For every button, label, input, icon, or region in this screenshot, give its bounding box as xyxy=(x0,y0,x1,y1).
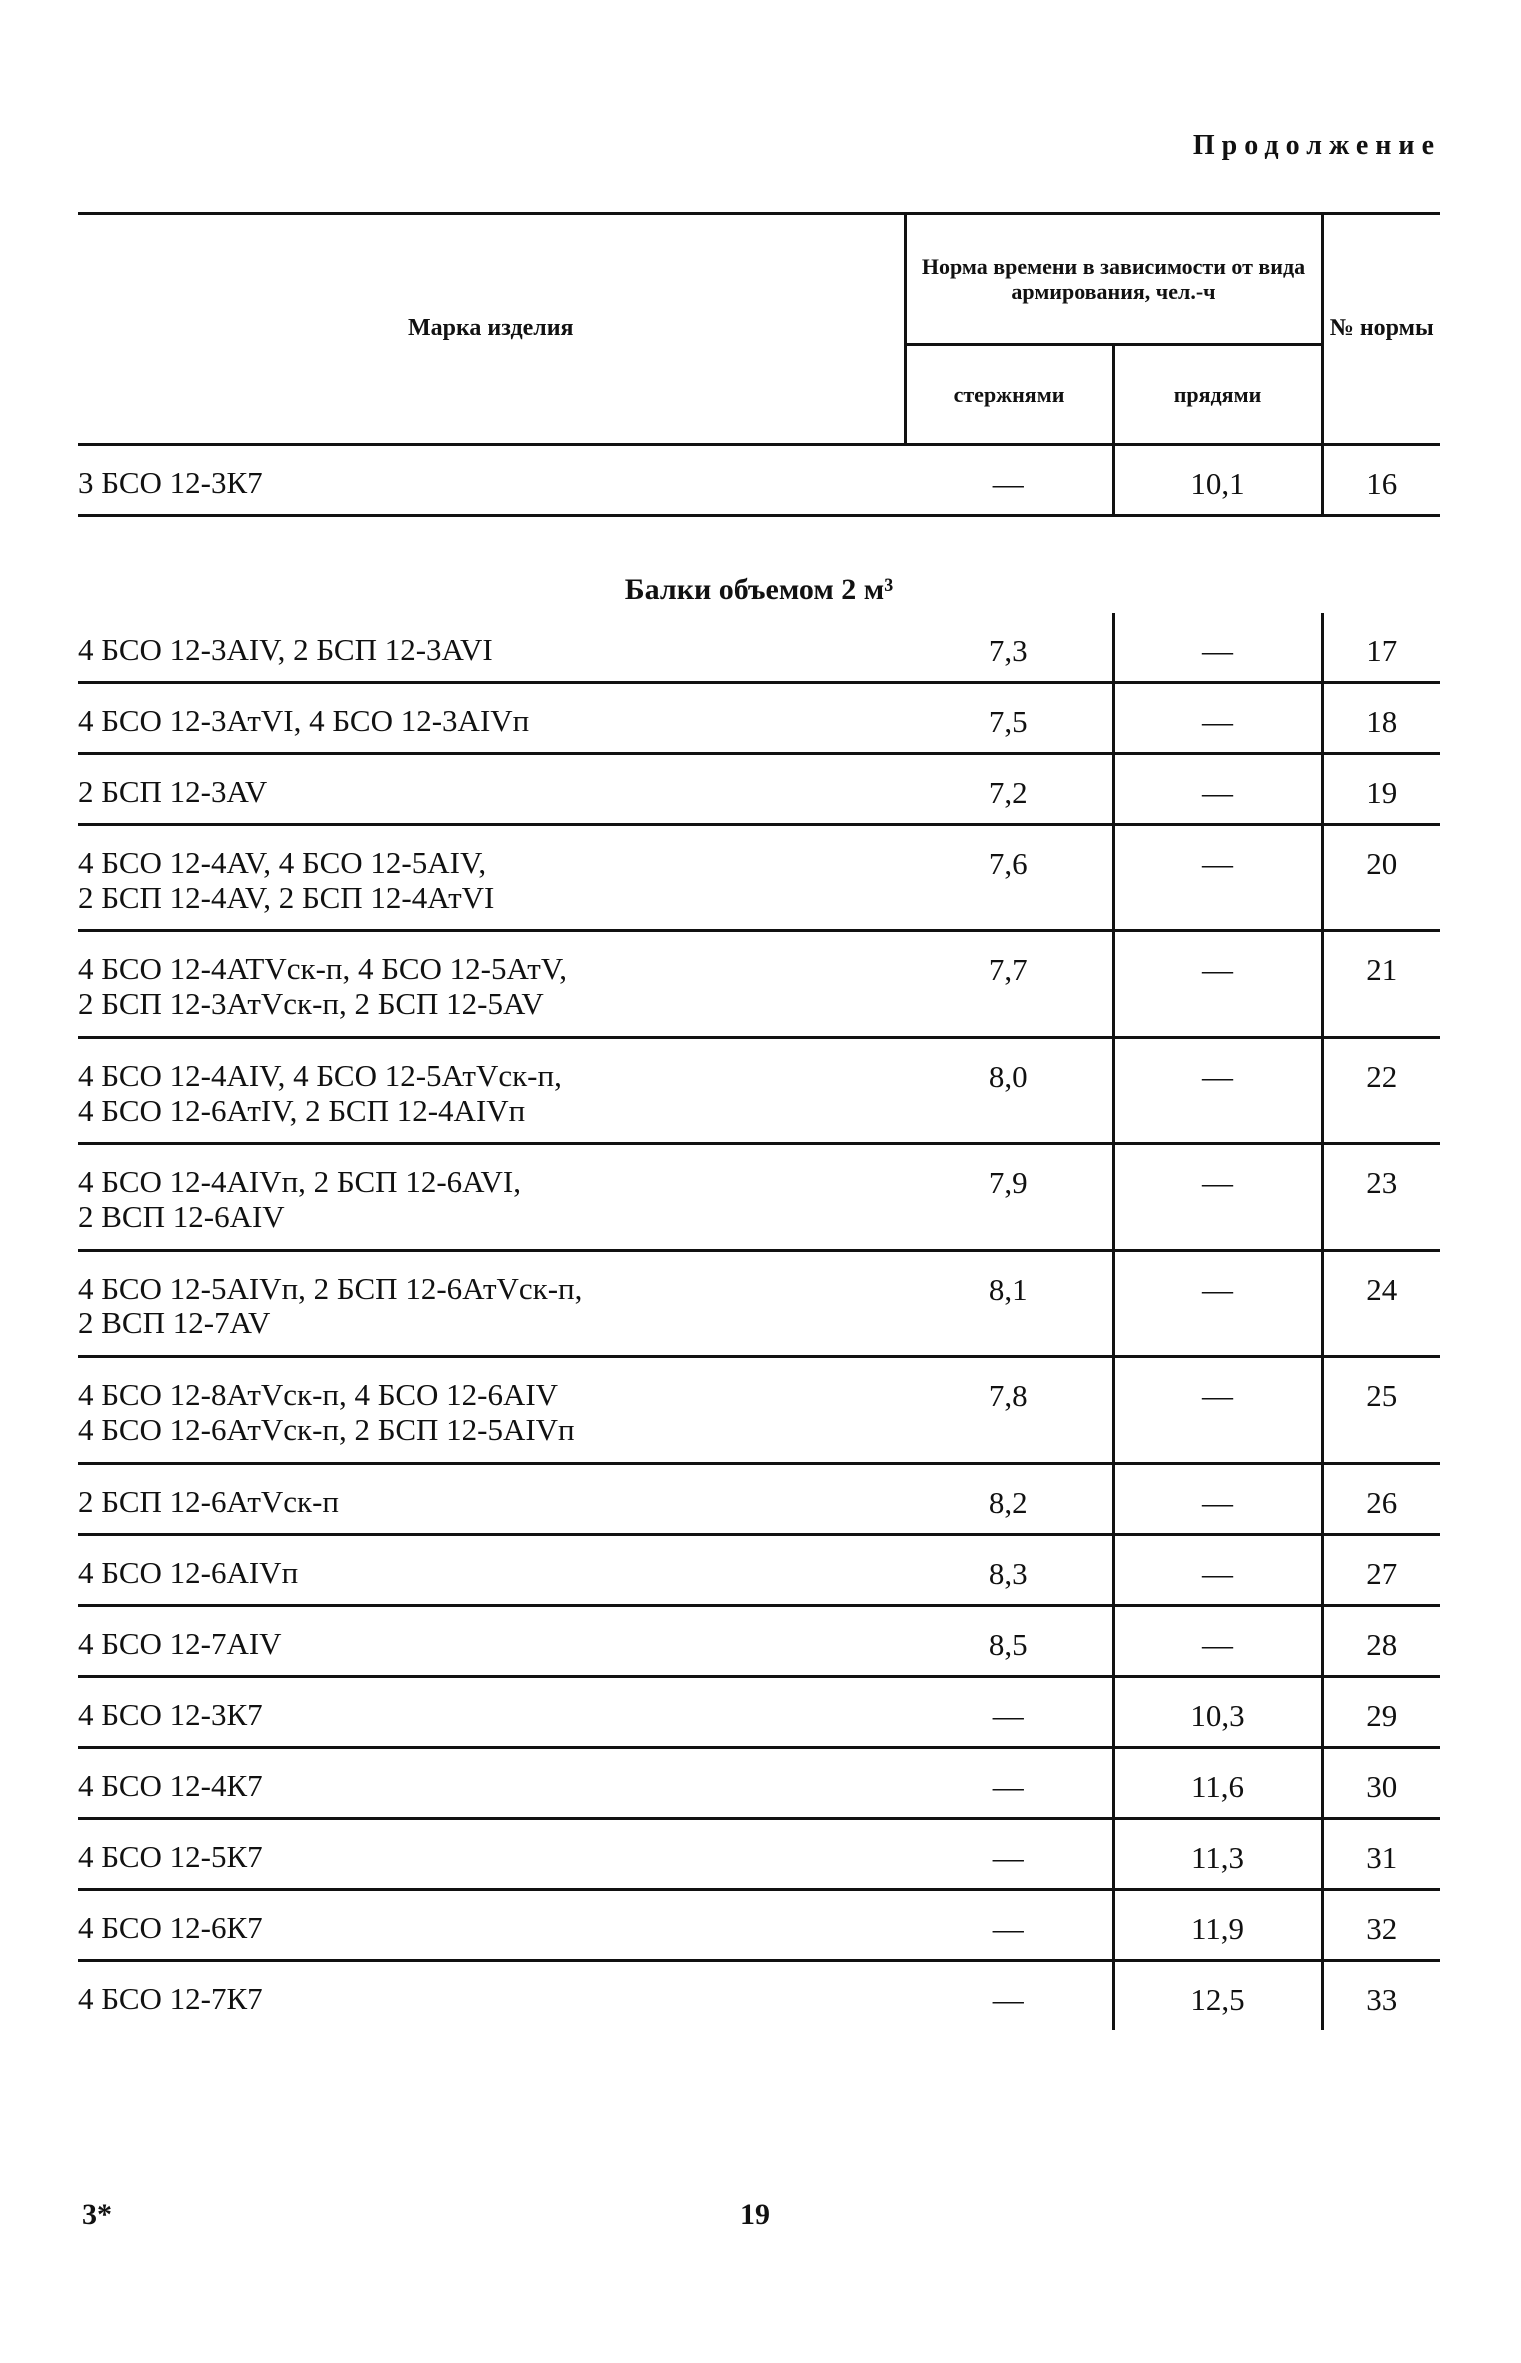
cell-mark-text: 4 БСО 12-4К7 xyxy=(78,1767,263,1803)
cell-mark xyxy=(78,1960,905,2030)
table-row xyxy=(78,1747,1440,1818)
table-row xyxy=(78,1889,1440,1960)
cell-mark xyxy=(78,1037,905,1143)
cell-mark xyxy=(78,931,905,1037)
cell-strands-text: 11,3 xyxy=(1190,1839,1245,1875)
cell-num-text: 33 xyxy=(1366,1981,1398,2017)
table-row xyxy=(78,1676,1440,1747)
cell-mark xyxy=(78,754,905,825)
cell-mark-text: 2 БСП 12-3AV xyxy=(78,774,268,809)
cell-strands xyxy=(1113,1250,1322,1356)
cell-strands-text: — xyxy=(1202,1626,1233,1662)
cell-strands xyxy=(1113,1144,1322,1250)
cell-num xyxy=(1322,1889,1440,1960)
cell-strands-text: — xyxy=(1202,1378,1233,1414)
table-row xyxy=(78,613,1440,683)
header-norm-number: № нормы xyxy=(1322,214,1440,445)
cell-num xyxy=(1322,1357,1440,1463)
cell-rods xyxy=(905,445,1113,516)
cell-strands xyxy=(1113,1889,1322,1960)
cell-num-text: 22 xyxy=(1366,1058,1398,1094)
cell-mark-text: 4 БСО 12-7AIV xyxy=(78,1625,282,1661)
cell-num-text: 32 xyxy=(1366,1910,1398,1946)
cell-mark-text: 4 БСО 12-4ATVск-п, 4 БСО 12-5АтV, 2 БСП 12-3АтVск-п, 2 БСП 12-5AV xyxy=(78,951,567,1022)
cell-mark-text: 4 БСО 12-6К7 xyxy=(78,1909,263,1945)
cell-strands xyxy=(1113,613,1322,683)
header-mark: Марка изделия xyxy=(78,214,905,445)
cell-strands xyxy=(1113,1534,1322,1605)
table-row xyxy=(78,1037,1440,1143)
cell-num-text: 29 xyxy=(1366,1697,1398,1733)
cell-mark xyxy=(78,1357,905,1463)
cell-strands xyxy=(1113,1818,1322,1889)
cell-num-text: 25 xyxy=(1366,1378,1398,1414)
cell-strands xyxy=(1113,1463,1322,1534)
cell-mark xyxy=(78,1818,905,1889)
cell-strands-text: 11,9 xyxy=(1190,1910,1245,1946)
cell-rods-text: 7,6 xyxy=(988,846,1028,881)
cell-rods xyxy=(905,931,1113,1037)
cell-mark xyxy=(78,445,905,516)
cell-num xyxy=(1322,825,1440,931)
cell-mark-text: 4 БСО 12-4AV, 4 БСО 12-5AIV, 2 БСП 12-4AV, 2 БСП 12-4АтVI xyxy=(78,845,495,915)
cell-rods-text: 8,0 xyxy=(988,1058,1028,1094)
table-row xyxy=(78,1250,1440,1356)
cell-num xyxy=(1322,1960,1440,2030)
header-strands: прядями xyxy=(1113,345,1322,445)
cell-strands-text: — xyxy=(1202,1165,1233,1201)
cell-num-text: 28 xyxy=(1366,1626,1398,1662)
cell-num xyxy=(1322,445,1440,516)
cell-strands xyxy=(1113,754,1322,825)
cell-mark-text: 4 БСО 12-5AIVп, 2 БСП 12-6АтVск-п, 2 ВСП 12-7AV xyxy=(78,1270,583,1341)
cell-rods-text: 8,5 xyxy=(988,1626,1028,1662)
cell-rods xyxy=(905,1605,1113,1676)
cell-rods-text: 8,3 xyxy=(988,1555,1028,1591)
cell-rods-text: 7,2 xyxy=(988,775,1028,810)
cell-strands-text: — xyxy=(1202,952,1233,988)
table-row xyxy=(78,1144,1440,1250)
cell-strands-text: 11,6 xyxy=(1190,1768,1245,1804)
cell-rods xyxy=(905,825,1113,931)
cell-rods-text: — xyxy=(992,1697,1024,1733)
table-row xyxy=(78,1534,1440,1605)
cell-mark xyxy=(78,1534,905,1605)
cell-rods-text: 7,7 xyxy=(988,952,1028,988)
cell-mark xyxy=(78,1676,905,1747)
cell-strands xyxy=(1113,931,1322,1037)
cell-num xyxy=(1322,1534,1440,1605)
cell-rods-text: 7,9 xyxy=(988,1165,1028,1201)
cell-rods xyxy=(905,1818,1113,1889)
cell-num-text: 23 xyxy=(1366,1165,1398,1201)
cell-num-text: 16 xyxy=(1366,466,1398,501)
cell-mark xyxy=(78,1250,905,1356)
table-row xyxy=(78,931,1440,1037)
table-row xyxy=(78,1463,1440,1534)
cell-mark-text: 4 БСО 12-3АтVI, 4 БСО 12-3AIVп xyxy=(78,703,530,738)
cell-strands-text: — xyxy=(1202,704,1233,739)
cell-rods-text: 7,8 xyxy=(988,1378,1028,1414)
table-row xyxy=(78,683,1440,754)
cell-strands xyxy=(1113,1357,1322,1463)
cell-strands xyxy=(1113,1747,1322,1818)
continuation-label: Продолжение xyxy=(1192,130,1441,161)
cell-mark xyxy=(78,683,905,754)
cell-rods-text: — xyxy=(992,1910,1024,1946)
footer-signature-mark: 3* xyxy=(82,2198,112,2231)
cell-rods-text: 8,1 xyxy=(988,1271,1028,1307)
cell-rods-text: 8,2 xyxy=(988,1484,1028,1520)
cell-strands xyxy=(1113,1605,1322,1676)
cell-strands xyxy=(1113,1960,1322,2030)
table-row xyxy=(78,445,1440,516)
cell-strands xyxy=(1113,1676,1322,1747)
cell-rods xyxy=(905,1960,1113,2030)
cell-rods-text: 7,3 xyxy=(988,633,1028,668)
table-row xyxy=(78,1960,1440,2030)
cell-rods-text: — xyxy=(992,1981,1024,2017)
cell-mark xyxy=(78,1747,905,1818)
table-row xyxy=(78,1605,1440,1676)
cell-rods-text: 7,5 xyxy=(988,704,1028,739)
cell-num xyxy=(1322,1250,1440,1356)
cell-strands xyxy=(1113,445,1322,516)
header-norm: Норма времени в зависимости от вида армирования, чел.-ч xyxy=(905,214,1322,345)
cell-num xyxy=(1322,1676,1440,1747)
cell-mark-text: 4 БСО 12-4AIV, 4 БСО 12-5АтVск-п, 4 БСО 12-6АтIV, 2 БСП 12-4AIVп xyxy=(78,1057,562,1128)
section-row xyxy=(78,516,1440,614)
cell-mark-text: 4 БСО 12-4AIVп, 2 БСП 12-6AVI, 2 ВСП 12-6AIV xyxy=(78,1164,521,1235)
cell-num xyxy=(1322,1144,1440,1250)
cell-strands-text: — xyxy=(1202,775,1233,810)
cell-mark xyxy=(78,1605,905,1676)
cell-num xyxy=(1322,1818,1440,1889)
cell-strands-text: — xyxy=(1202,1555,1233,1591)
section-title: Балки объемом 2 м³ xyxy=(624,573,894,606)
cell-rods xyxy=(905,1534,1113,1605)
cell-num xyxy=(1322,1747,1440,1818)
table-row xyxy=(78,825,1440,931)
table-row xyxy=(78,754,1440,825)
cell-strands-text: 10,1 xyxy=(1190,466,1245,501)
cell-strands-text: — xyxy=(1202,633,1233,668)
cell-rods xyxy=(905,754,1113,825)
cell-strands-text: 10,3 xyxy=(1190,1697,1245,1733)
cell-mark-text: 4 БСО 12-8АтVск-п, 4 БСО 12-6AIV 4 БСО 12-6АтVск-п, 2 БСП 12-5AIVп xyxy=(78,1377,575,1447)
cell-mark xyxy=(78,1463,905,1534)
cell-num-text: 19 xyxy=(1366,775,1398,810)
cell-num-text: 31 xyxy=(1366,1839,1398,1875)
page-number: 19 xyxy=(740,2198,770,2231)
cell-rods xyxy=(905,683,1113,754)
cell-mark xyxy=(78,1889,905,1960)
cell-num xyxy=(1322,1605,1440,1676)
header-rods: стержнями xyxy=(905,345,1113,445)
cell-strands-text: — xyxy=(1202,846,1233,881)
cell-rods xyxy=(905,1357,1113,1463)
cell-rods xyxy=(905,1250,1113,1356)
cell-num-text: 21 xyxy=(1366,952,1398,988)
cell-mark-text: 4 БСО 12-3К7 xyxy=(78,1696,263,1732)
cell-rods xyxy=(905,1463,1113,1534)
cell-mark-text: 2 БСП 12-6АтVск-п xyxy=(78,1483,339,1519)
cell-num-text: 26 xyxy=(1366,1484,1398,1520)
cell-mark-text: 4 БСО 12-7К7 xyxy=(78,1980,263,2016)
cell-num-text: 17 xyxy=(1366,633,1398,668)
cell-rods xyxy=(905,1747,1113,1818)
cell-mark xyxy=(78,613,905,683)
cell-strands xyxy=(1113,825,1322,931)
cell-strands-text: — xyxy=(1202,1058,1233,1094)
cell-strands xyxy=(1113,683,1322,754)
table-row xyxy=(78,1818,1440,1889)
cell-mark-text: 3 БСО 12-3К7 xyxy=(78,465,263,500)
cell-rods xyxy=(905,1037,1113,1143)
cell-rods xyxy=(905,613,1113,683)
cell-mark-text: 4 БСО 12-6AIVп xyxy=(78,1554,299,1590)
cell-rods-text: — xyxy=(992,1768,1024,1804)
cell-num xyxy=(1322,683,1440,754)
cell-num xyxy=(1322,613,1440,683)
cell-num-text: 27 xyxy=(1366,1555,1398,1591)
cell-num xyxy=(1322,754,1440,825)
cell-rods xyxy=(905,1676,1113,1747)
cell-num-text: 30 xyxy=(1366,1768,1398,1804)
cell-mark xyxy=(78,825,905,931)
cell-num-text: 20 xyxy=(1366,846,1398,881)
cell-rods xyxy=(905,1889,1113,1960)
cell-num xyxy=(1322,1037,1440,1143)
cell-num xyxy=(1322,1463,1440,1534)
cell-rods-text: — xyxy=(992,1839,1024,1875)
norms-table xyxy=(78,212,1440,2030)
cell-num xyxy=(1322,931,1440,1037)
cell-mark-text: 4 БСО 12-3AIV, 2 БСП 12-3AVI xyxy=(78,632,493,667)
cell-mark-text: 4 БСО 12-5К7 xyxy=(78,1838,263,1874)
cell-strands-text: — xyxy=(1202,1271,1233,1307)
table-row xyxy=(78,1357,1440,1463)
cell-rods-text: — xyxy=(992,466,1024,501)
cell-num-text: 18 xyxy=(1366,704,1398,739)
cell-mark xyxy=(78,1144,905,1250)
cell-strands-text: 12,5 xyxy=(1190,1981,1245,2017)
cell-strands-text: — xyxy=(1202,1484,1233,1520)
cell-strands xyxy=(1113,1037,1322,1143)
norms-table-wrapper xyxy=(78,212,1440,2030)
cell-rods xyxy=(905,1144,1113,1250)
cell-num-text: 24 xyxy=(1366,1271,1398,1307)
